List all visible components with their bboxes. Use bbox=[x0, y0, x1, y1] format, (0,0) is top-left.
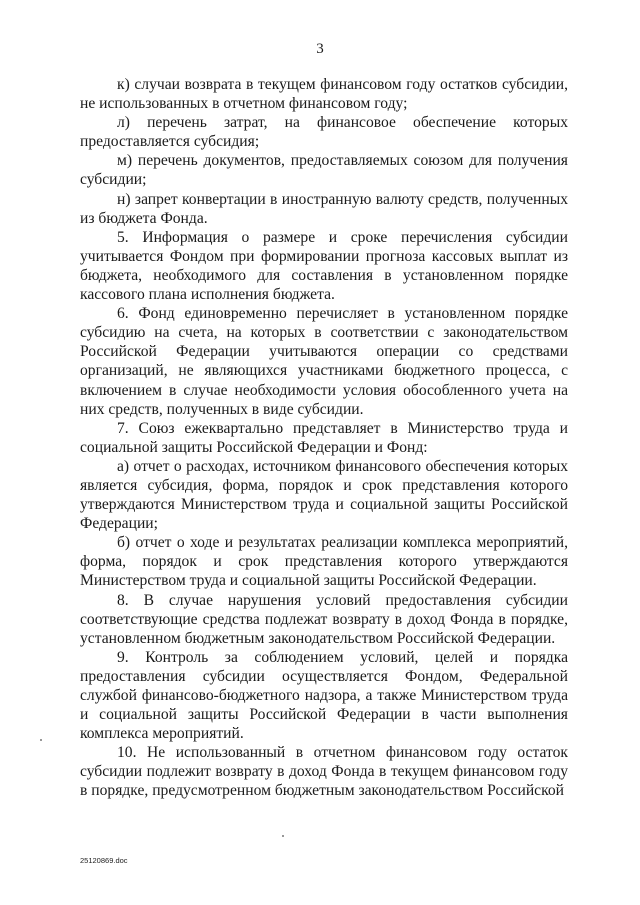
paragraph: а) отчет о расходах, источником финансового обеспечения которых является субсидия, форма, порядок и срок представления которого утверждаются Министерством труда и социальной защиты Российской Федерации; bbox=[80, 457, 568, 533]
paragraph: к) случаи возврата в текущем финансовом году остатков субсидии, не использованных в отчетном финансовом году; bbox=[80, 76, 568, 113]
paragraph: л) перечень затрат, на финансовое обеспечение которых предоставляется субсидия; bbox=[80, 114, 568, 151]
paragraph: 10. Не использованный в отчетном финансовом году остаток субсидии подлежит возврату в доход Фонда в текущем финансовом году в порядке, предусмотренном бюджетным законодательством Российской bbox=[80, 744, 568, 800]
scan-speck bbox=[282, 835, 284, 837]
paragraph: 6. Фонд единовременно перечисляет в установленном порядке субсидию на счета, на которых в соответствии с законодательством Российской Федерации учитываются операции со средствами организаций, не являющихся участниками бюджетного процесса, с включением в случае необходимости условия обособленного учета на них средств, полученных в виде субсидии. bbox=[80, 305, 568, 418]
paragraph: 5. Информация о размере и сроке перечисления субсидии учитывается Фондом при формировании прогноза кассовых выплат из бюджета, необходимого для составления в установленном порядке кассового плана исполнения бюджета. bbox=[80, 228, 568, 304]
footer-filename: 25120869.doc bbox=[80, 856, 128, 865]
paragraph: м) перечень документов, предоставляемых союзом для получения субсидии; bbox=[80, 152, 568, 189]
paragraph: б) отчет о ходе и результатах реализации комплекса мероприятий, форма, порядок и срок представления которого утверждаются Министерством труда и социальной защиты Российской Федерации. bbox=[80, 534, 568, 590]
paragraph: 7. Союз ежеквартально представляет в Министерство труда и социальной защиты Российской Федерации и Фонд: bbox=[80, 419, 568, 456]
paragraph: 9. Контроль за соблюдением условий, целей и порядка предоставления субсидии осуществляется Фондом, Федеральной службой финансово-бюджетного надзора, а также Министерством труда и социальной защиты Российской Федерации в части выполнения комплекса мероприятий. bbox=[80, 648, 568, 743]
document-body bbox=[80, 75, 568, 801]
paragraph: 8. В случае нарушения условий предоставления субсидии соответствующие средства подлежат возврату в доход Фонда в порядке, установленном бюджетным законодательством Российской Федерации. bbox=[80, 591, 568, 647]
page-number: 3 bbox=[316, 41, 324, 57]
scan-speck bbox=[40, 739, 42, 741]
paragraph: н) запрет конвертации в иностранную валюту средств, полученных из бюджета Фонда. bbox=[80, 190, 568, 227]
